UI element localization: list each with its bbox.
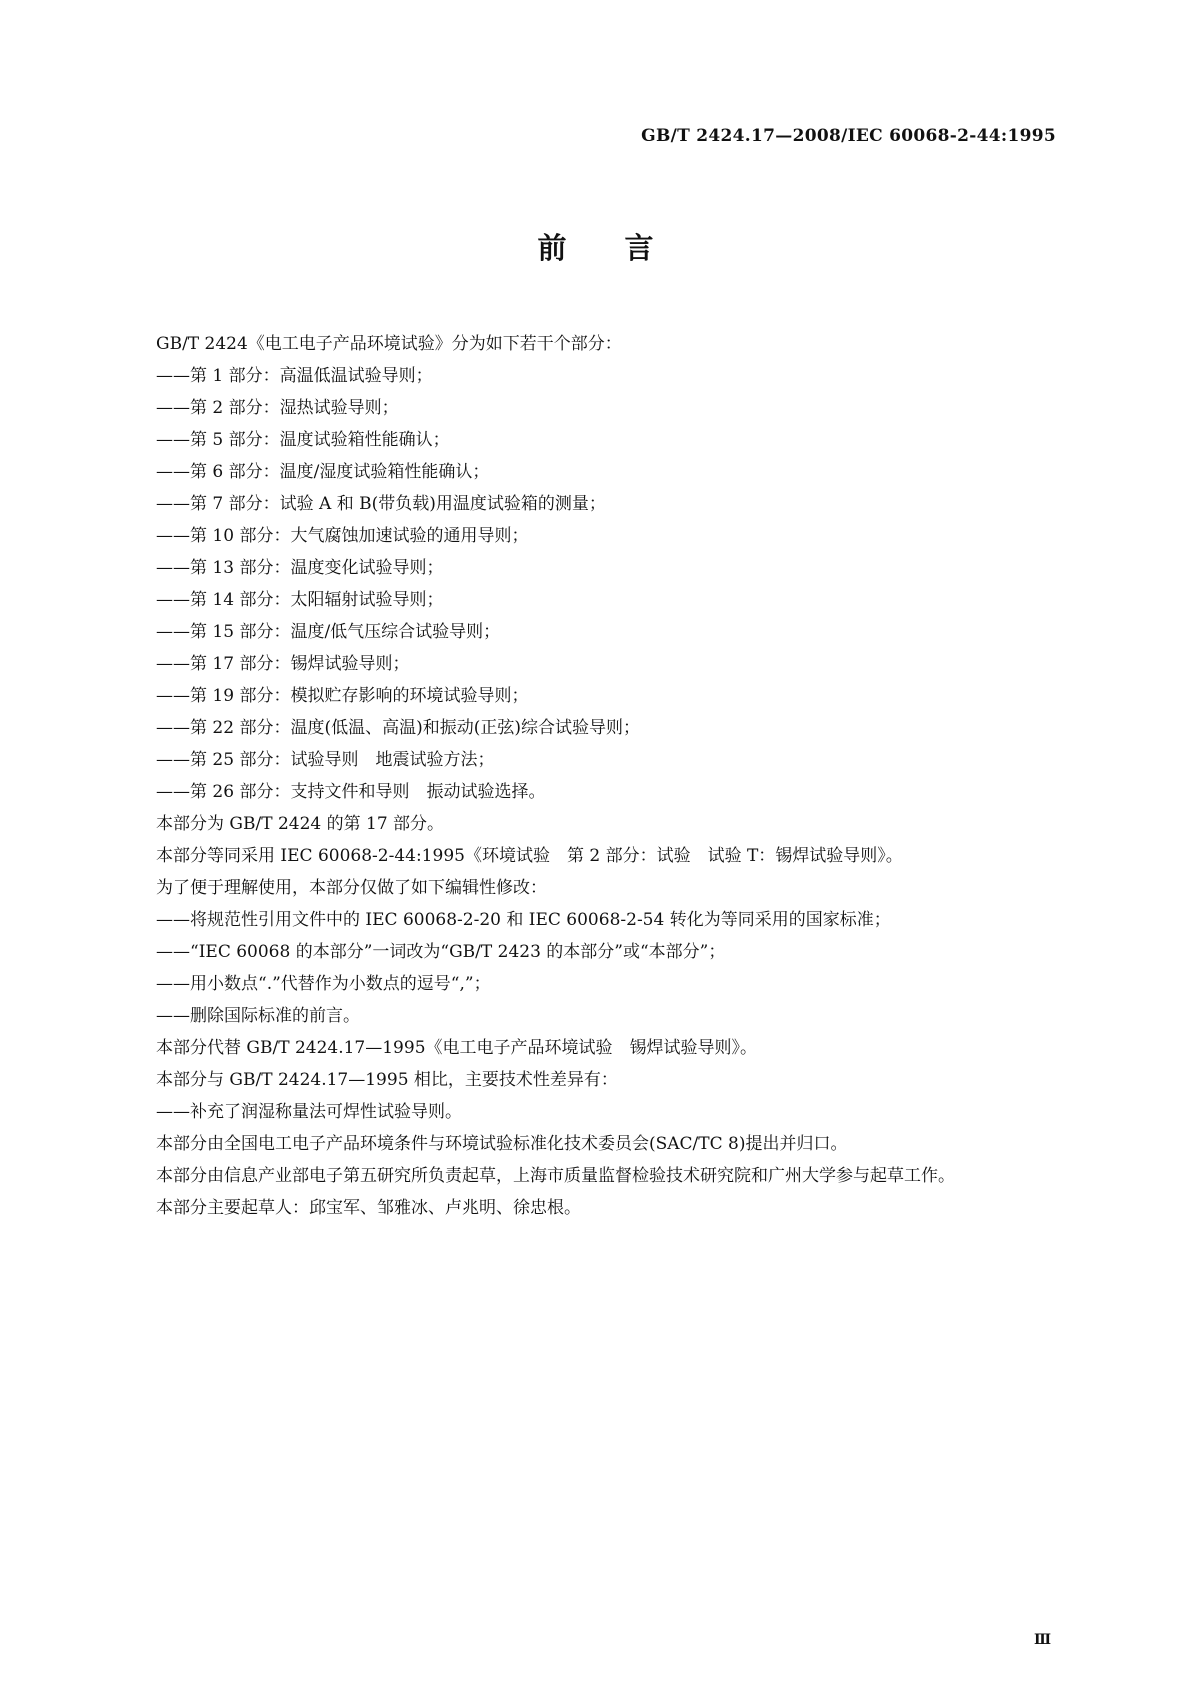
list-item: ——第 5 部分：温度试验箱性能确认； — [156, 430, 450, 450]
list-item: ——第 2 部分：湿热试验导则； — [156, 398, 399, 418]
page-title-part-1: 前 — [537, 231, 567, 265]
list-item: ——第 19 部分：模拟贮存影响的环境试验导则； — [156, 686, 529, 706]
paragraph: 本部分与 GB/T 2424.17—1995 相比，主要技术性差异有： — [156, 1070, 618, 1090]
page-title-part-2: 言 — [624, 231, 654, 265]
paragraph: 为了便于理解使用，本部分仅做了如下编辑性修改： — [156, 878, 547, 898]
list-item: ——将规范性引用文件中的 IEC 60068-2-20 和 IEC 60068-2-54 转化为等同采用的国家标准； — [156, 910, 891, 930]
list-item: ——第 25 部分：试验导则 地震试验方法； — [156, 750, 495, 770]
standard-code-header: GB/T 2424.17—2008/IEC 60068-2-44:1995 — [641, 126, 1056, 146]
list-item: ——第 7 部分：试验 A 和 B(带负载)用温度试验箱的测量； — [156, 494, 606, 514]
foreword-body — [122, 328, 1068, 1224]
paragraph: 本部分等同采用 IEC 60068-2-44:1995《环境试验 第 2 部分：试验 试验 T：锡焊试验导则》。 — [156, 846, 903, 866]
page-title — [0, 226, 1191, 267]
list-item: ——补充了润湿称量法可焊性试验导则。 — [156, 1102, 462, 1122]
paragraph: 本部分由全国电工电子产品环境条件与环境试验标准化技术委员会(SAC/TC 8)提出并归口。 — [156, 1134, 848, 1154]
paragraph: 本部分主要起草人：邱宝军、邹雅冰、卢兆明、徐忠根。 — [156, 1198, 581, 1218]
list-item: ——第 22 部分：温度(低温、高温)和振动(正弦)综合试验导则； — [156, 718, 640, 738]
page-number: Ⅲ — [1033, 1632, 1051, 1648]
paragraph: 本部分由信息产业部电子第五研究所负责起草，上海市质量监督检验技术研究院和广州大学参与起草工作。 — [156, 1166, 955, 1186]
list-item: ——第 10 部分：大气腐蚀加速试验的通用导则； — [156, 526, 529, 546]
paragraph: 本部分为 GB/T 2424 的第 17 部分。 — [156, 814, 445, 834]
list-item: ——第 1 部分：高温低温试验导则； — [156, 366, 433, 386]
list-item: ——第 14 部分：太阳辐射试验导则； — [156, 590, 444, 610]
paragraph: 本部分代替 GB/T 2424.17—1995《电工电子产品环境试验 锡焊试验导则》。 — [156, 1038, 758, 1058]
list-item: ——第 6 部分：温度/湿度试验箱性能确认； — [156, 462, 490, 482]
list-item: ——第 15 部分：温度/低气压综合试验导则； — [156, 622, 501, 642]
list-item: ——用小数点“.”代替作为小数点的逗号“,”； — [156, 974, 491, 994]
list-item: ——“IEC 60068 的本部分”一词改为“GB/T 2423 的本部分”或“本部分”； — [156, 942, 726, 962]
list-item: ——第 26 部分：支持文件和导则 振动试验选择。 — [156, 782, 546, 802]
list-item: ——删除国际标准的前言。 — [156, 1006, 360, 1026]
list-item: ——第 17 部分：锡焊试验导则； — [156, 654, 410, 674]
paragraph-intro: GB/T 2424《电工电子产品环境试验》分为如下若干个部分： — [156, 334, 622, 354]
list-item: ——第 13 部分：温度变化试验导则； — [156, 558, 444, 578]
